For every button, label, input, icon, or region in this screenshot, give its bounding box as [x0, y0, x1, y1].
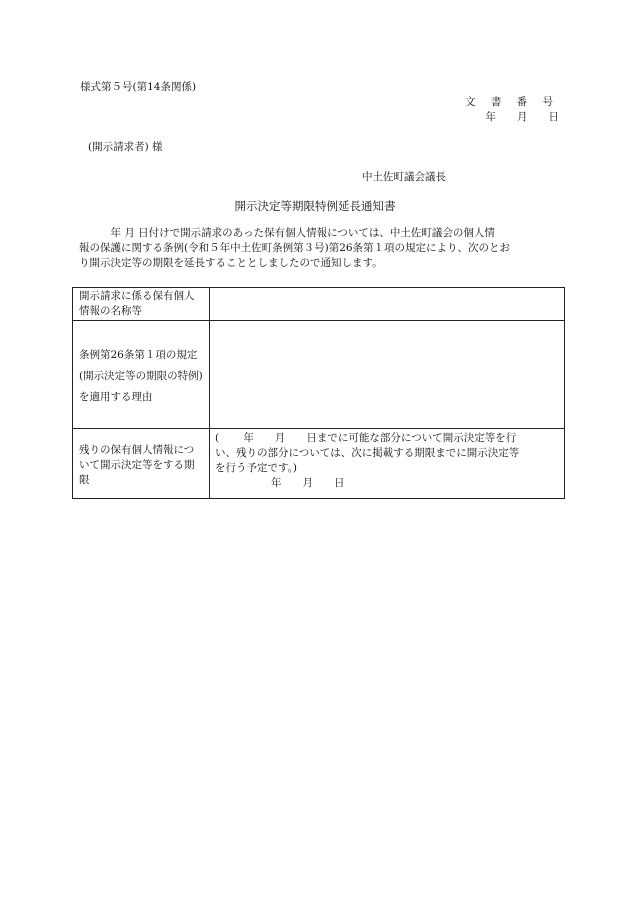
row2-label: 条例第26条第１項の規定(開示決定等の期限の特例)を適用する理由 [79, 349, 203, 403]
row1-value-cell [210, 288, 565, 321]
body-line-3: り開示決定等の期限を延長することとしましたので通知します。 [79, 257, 383, 269]
table-row [73, 288, 565, 321]
document-title: 開示決定等期限特例延長通知書 [234, 199, 396, 213]
date-year: 年 [485, 111, 496, 123]
addressee: (開示請求者) 様 [88, 141, 163, 153]
sender: 中土佐町議会議長 [362, 171, 446, 183]
row3-label: 残りの保有個人情報について開示決定等をする期限 [79, 444, 195, 486]
row3-line-1: ( 年 月 日までに可能な部分について開示決定等を行 [215, 432, 517, 444]
row3-deadline-date: 年 月 日 [271, 477, 345, 489]
row2-value-cell [210, 321, 565, 429]
issue-date [486, 110, 560, 124]
document-number: 文 書 番 号 [464, 96, 559, 108]
row1-label: 開示請求に係る保有個人情報の名称等 [79, 290, 195, 317]
row3-line-2: い、残りの部分については、次に掲載する期限までに開示決定等 [215, 447, 520, 459]
row2-label-cell [73, 321, 210, 429]
body-text [79, 226, 559, 271]
body-line-2: 報の保護に関する条例(令和５年中土佐町条例第３号)第26条第１項の規定により、次のとお [79, 242, 511, 254]
row3-value-cell [210, 429, 565, 499]
info-table [72, 287, 565, 499]
row3-line-3: を行う予定です。) [215, 462, 298, 474]
row3-value [210, 429, 564, 493]
date-month: 月 [517, 111, 528, 123]
row3-label-cell [73, 429, 210, 499]
body-line-1: 年 月 日付けで開示請求のあった保有個人情報については、中土佐町議会の個人情 [79, 227, 495, 239]
row1-label-cell [73, 288, 210, 321]
form-number: 様式第５号(第14条関係) [80, 81, 197, 93]
date-day: 日 [548, 111, 559, 123]
table-row [73, 321, 565, 429]
table-row [73, 429, 565, 499]
